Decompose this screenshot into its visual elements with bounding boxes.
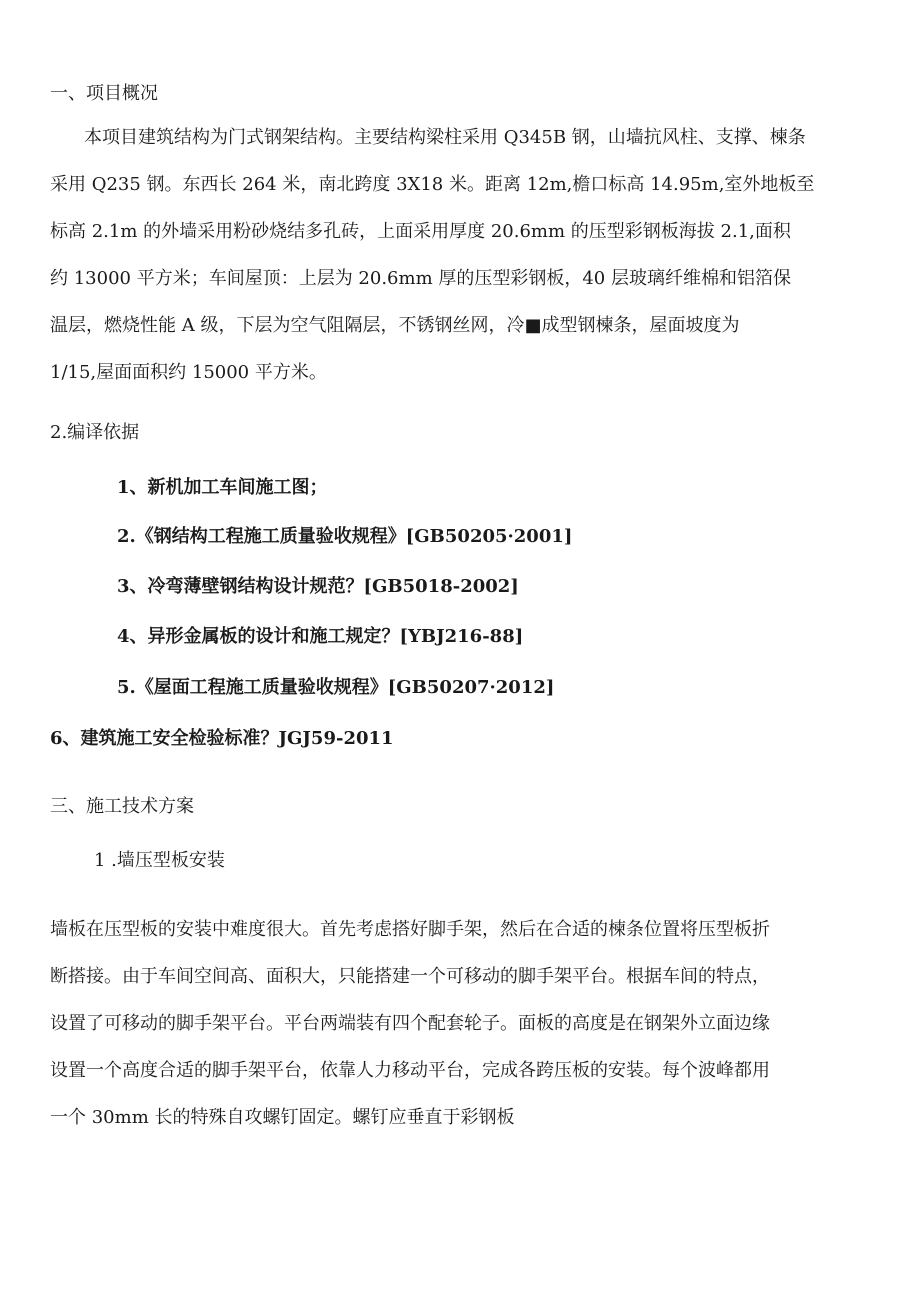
- section-1-paragraph-continued: [50, 161, 814, 396]
- paragraph-line: 约 13000 平方米；车间屋顶：上层为 20.6mm 厚的压型彩钢板，40 层玻璃纤维棉和铝箔保: [50, 268, 791, 289]
- paragraph-line: 一个 30mm 长的特殊自攻螺钉固定。螺钉应垂直于彩钢板: [50, 1107, 515, 1128]
- reference-item: 1、新机加工车间施工图；: [117, 477, 328, 498]
- paragraph-line: 本项目建筑结构为门式钢架结构。主要结构梁柱采用 Q345B 钢，山墙抗风柱、支撑、楝条: [84, 127, 806, 148]
- reference-item: 3、冷弯薄壁钢结构设计规范？[GB5018-2002]: [117, 576, 519, 597]
- paragraph-line: 设置一个高度合适的脚手架平台，依靠人力移动平台，完成各跨压板的安装。每个波峰都用: [50, 1060, 770, 1081]
- paragraph-line: 断搭接。由于车间空间高、面积大，只能搭建一个可移动的脚手架平台。根据车间的特点，: [50, 966, 770, 987]
- section-1-heading: 一、项目概况: [50, 83, 158, 104]
- section-3-subheading: 1 .墙压型板安装: [94, 850, 225, 871]
- section-2-heading: 2.编译依据: [50, 422, 140, 443]
- paragraph-line: 温层，燃烧性能 A 级，下层为空气阻隔层，不锈钢丝网，冷■成型钢楝条，屋面坡度为: [50, 315, 740, 336]
- paragraph-line: 设置了可移动的脚手架平台。平台两端装有四个配套轮子。面板的高度是在钢架外立面边缘: [50, 1013, 770, 1034]
- reference-item: 2.《钢结构工程施工质量验收规程》[GB50205·2001]: [117, 526, 573, 547]
- paragraph-line: 1/15,屋面面积约 15000 平方米。: [50, 362, 327, 383]
- paragraph-line: 墙板在压型板的安装中难度很大。首先考虑搭好脚手架，然后在合适的楝条位置将压型板折: [50, 919, 770, 940]
- section-1-paragraph: [84, 114, 806, 161]
- section-3-heading: 三、施工技术方案: [50, 796, 194, 817]
- paragraph-line: 标高 2.1m 的外墙采用粉砂烧结多孔砖，上面采用厚度 20.6mm 的压型彩钢板海拔 2.1,面积: [50, 221, 791, 242]
- reference-item: 5.《屋面工程施工质量验收规程》[GB50207·2012]: [117, 677, 555, 698]
- paragraph-line: 采用 Q235 钢。东西长 264 米，南北跨度 3X18 米。距离 12m,檐口标高 14.95m,室外地板至: [50, 174, 815, 195]
- reference-item: 4、异形金属板的设计和施工规定？[YBJ216-88]: [117, 626, 524, 647]
- section-3-paragraph: [50, 906, 770, 1141]
- reference-item: 6、建筑施工安全检验标准？JGJ59-2011: [50, 728, 394, 749]
